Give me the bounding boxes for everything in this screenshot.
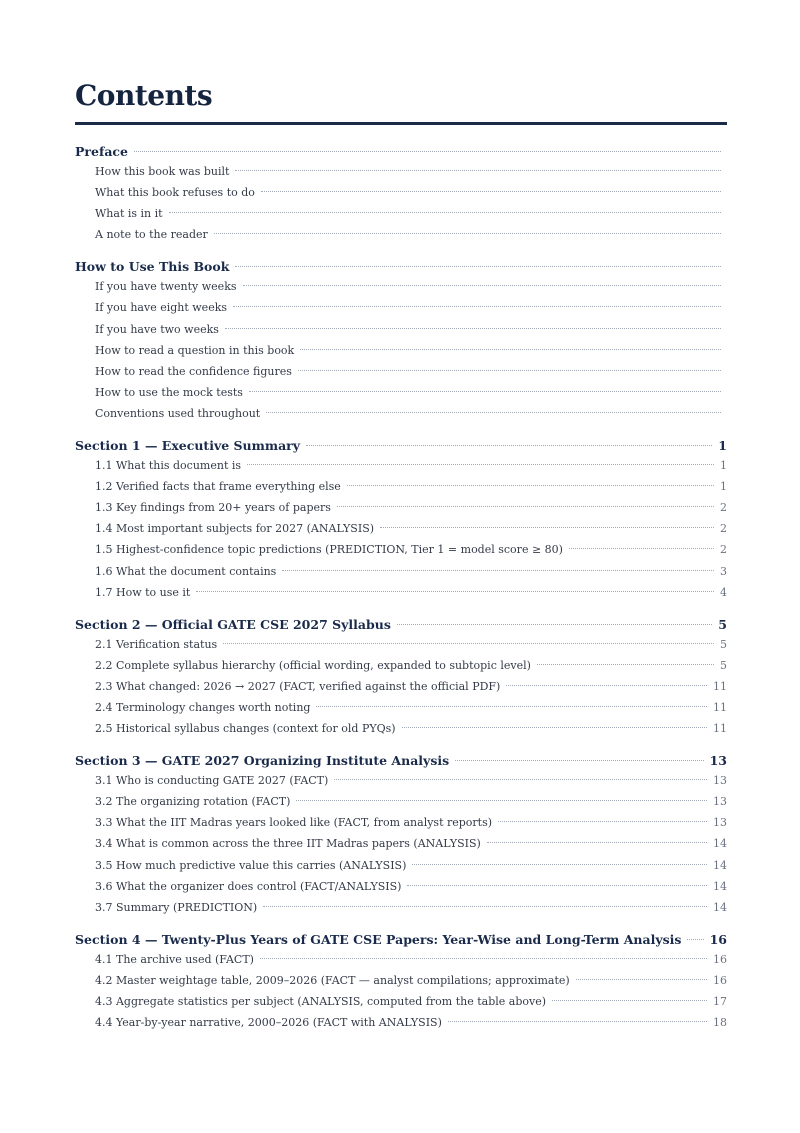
toc-page-number: 2 bbox=[720, 543, 727, 557]
toc-subsection-entry[interactable] bbox=[75, 280, 727, 301]
toc-section-heading[interactable] bbox=[75, 259, 727, 280]
dot-leader bbox=[263, 906, 707, 907]
toc-entry-title: 3.4 What is common across the three IIT Madras papers (ANALYSIS) bbox=[95, 837, 481, 851]
dot-leader bbox=[316, 706, 707, 707]
toc-subsection-entry[interactable] bbox=[75, 165, 727, 186]
toc-subsection-entry[interactable] bbox=[75, 459, 727, 480]
dot-leader bbox=[337, 506, 714, 507]
dot-leader bbox=[235, 170, 721, 171]
toc-page-number: 5 bbox=[720, 637, 727, 651]
toc-entry-title: If you have twenty weeks bbox=[95, 280, 237, 294]
toc-page-number: 16 bbox=[713, 952, 727, 966]
toc-entry-title: What is in it bbox=[95, 207, 163, 221]
toc-section-heading[interactable] bbox=[75, 617, 727, 638]
dot-leader bbox=[169, 212, 721, 213]
toc-subsection-entry[interactable] bbox=[75, 501, 727, 522]
toc-subsection-entry[interactable] bbox=[75, 659, 727, 680]
toc-page-number: 14 bbox=[713, 879, 727, 893]
toc-entry-title: 4.3 Aggregate statistics per subject (ANALYSIS, computed from the table above) bbox=[95, 995, 546, 1008]
toc-section-heading[interactable] bbox=[75, 753, 727, 774]
dot-leader bbox=[266, 412, 721, 413]
dot-leader bbox=[334, 779, 707, 780]
toc-entry-title: How to read a question in this book bbox=[95, 343, 295, 357]
toc-entry-title: 3.3 What the IIT Madras years looked like (FACT, from analyst reports) bbox=[95, 816, 493, 830]
toc-entry-title: How to use the mock tests bbox=[95, 385, 243, 399]
page-title: Contents bbox=[75, 79, 213, 112]
toc-entry-title: If you have two weeks bbox=[95, 322, 219, 336]
dot-leader bbox=[260, 958, 707, 959]
toc-subsection-entry[interactable] bbox=[75, 680, 727, 701]
table-of-contents bbox=[75, 144, 727, 1037]
dot-leader bbox=[687, 939, 703, 940]
dot-leader bbox=[347, 485, 714, 486]
toc-page-number: 1 bbox=[720, 459, 727, 473]
toc-page-number: 3 bbox=[720, 564, 727, 578]
dot-leader bbox=[402, 727, 707, 728]
toc-page-number: 17 bbox=[713, 995, 727, 1008]
dot-leader bbox=[134, 151, 721, 152]
toc-subsection-entry[interactable] bbox=[75, 795, 727, 816]
toc-page-number: 11 bbox=[713, 722, 727, 736]
toc-subsection-entry[interactable] bbox=[75, 207, 727, 228]
toc-entry-title: How to Use This Book bbox=[75, 259, 230, 275]
toc-subsection-entry[interactable] bbox=[75, 522, 727, 543]
toc-page-number: 14 bbox=[713, 858, 727, 872]
dot-leader bbox=[243, 285, 721, 286]
toc-entry-title: 4.4 Year-by-year narrative, 2000–2026 (FACT with ANALYSIS) bbox=[95, 1016, 442, 1030]
toc-entry-title: 3.1 Who is conducting GATE 2027 (FACT) bbox=[95, 774, 329, 788]
toc-entry-title: 1.2 Verified facts that frame everything else bbox=[95, 480, 341, 494]
dot-leader bbox=[407, 885, 707, 886]
toc-page-number: 11 bbox=[713, 700, 727, 714]
dot-leader bbox=[569, 548, 714, 549]
toc-subsection-entry[interactable] bbox=[75, 974, 727, 995]
dot-leader bbox=[235, 266, 721, 267]
toc-entry-title: Preface bbox=[75, 144, 128, 159]
toc-entry-title: If you have eight weeks bbox=[95, 301, 228, 315]
toc-subsection-entry[interactable] bbox=[75, 365, 727, 386]
toc-subsection-entry[interactable] bbox=[75, 638, 727, 659]
dot-leader bbox=[214, 233, 721, 234]
toc-subsection-entry[interactable] bbox=[75, 859, 727, 880]
toc-page-number: 1 bbox=[718, 438, 727, 454]
dot-leader bbox=[223, 643, 714, 644]
toc-page-number: 16 bbox=[713, 973, 727, 987]
toc-entry-title: 2.5 Historical syllabus changes (context for old PYQs) bbox=[95, 722, 396, 736]
toc-entry-title: Conventions used throughout bbox=[95, 406, 261, 420]
dot-leader bbox=[412, 864, 707, 865]
toc-entry-title: 3.7 Summary (PREDICTION) bbox=[95, 900, 258, 914]
toc-section-heading[interactable] bbox=[75, 144, 727, 165]
dot-leader bbox=[397, 624, 712, 625]
toc-entry-title: What this book refuses to do bbox=[95, 186, 255, 200]
toc-section-heading[interactable] bbox=[75, 438, 727, 459]
toc-entry-title: 1.7 How to use it bbox=[95, 585, 191, 599]
dot-leader bbox=[448, 1021, 707, 1022]
toc-entry-title: How to read the confidence figures bbox=[95, 364, 292, 378]
toc-entry-title: 2.4 Terminology changes worth noting bbox=[95, 700, 311, 714]
toc-page-number: 14 bbox=[713, 837, 727, 851]
toc-section bbox=[75, 259, 727, 428]
toc-section bbox=[75, 438, 727, 607]
toc-subsection-entry[interactable] bbox=[75, 386, 727, 407]
toc-subsection-entry[interactable] bbox=[75, 228, 727, 249]
toc-page-number: 13 bbox=[709, 753, 727, 769]
dot-leader bbox=[247, 464, 714, 465]
toc-page-number: 1 bbox=[720, 480, 727, 494]
dot-leader bbox=[552, 1000, 707, 1001]
toc-entry-title: Section 4 — Twenty-Plus Years of GATE CSE Papers: Year-Wise and Long-Term Analysis bbox=[75, 931, 682, 947]
toc-page-number: 4 bbox=[720, 585, 727, 599]
toc-subsection-entry[interactable] bbox=[75, 995, 727, 1016]
toc-subsection-entry[interactable] bbox=[75, 323, 727, 344]
dot-leader bbox=[196, 591, 714, 592]
toc-entry-title: 3.5 How much predictive value this carries (ANALYSIS) bbox=[95, 858, 407, 872]
dot-leader bbox=[380, 527, 714, 528]
toc-subsection-entry[interactable] bbox=[75, 301, 727, 322]
toc-entry-title: 1.3 Key findings from 20+ years of papers bbox=[95, 501, 331, 515]
toc-page-number: 14 bbox=[713, 900, 727, 914]
toc-subsection-entry[interactable] bbox=[75, 543, 727, 564]
dot-leader bbox=[455, 760, 703, 761]
dot-leader bbox=[233, 306, 721, 307]
dot-leader bbox=[537, 664, 714, 665]
toc-subsection-entry[interactable] bbox=[75, 701, 727, 722]
toc-entry-title: 1.4 Most important subjects for 2027 (ANALYSIS) bbox=[95, 522, 375, 536]
toc-subsection-entry[interactable] bbox=[75, 407, 727, 428]
toc-section bbox=[75, 144, 727, 249]
toc-subsection-entry[interactable] bbox=[75, 816, 727, 837]
title-divider bbox=[75, 122, 727, 125]
toc-section bbox=[75, 617, 727, 743]
toc-page-number: 18 bbox=[713, 1016, 727, 1030]
toc-entry-title: Section 3 — GATE 2027 Organizing Institute Analysis bbox=[75, 753, 450, 769]
toc-page-number: 5 bbox=[718, 616, 727, 632]
toc-entry-title: 4.2 Master weightage table, 2009–2026 (FACT — analyst compilations; approximate) bbox=[95, 973, 570, 987]
dot-leader bbox=[487, 842, 707, 843]
dot-leader bbox=[576, 979, 707, 980]
toc-entry-title: 2.2 Complete syllabus hierarchy (official wording, expanded to subtopic level) bbox=[95, 658, 531, 672]
toc-page-number: 5 bbox=[720, 658, 727, 672]
toc-page-number: 13 bbox=[713, 816, 727, 830]
toc-entry-title: 1.5 Highest-confidence topic predictions (PREDICTION, Tier 1 = model score ≥ 80) bbox=[95, 543, 563, 557]
toc-page-number: 2 bbox=[720, 501, 727, 515]
toc-subsection-entry[interactable] bbox=[75, 837, 727, 858]
toc-entry-title: How this book was built bbox=[95, 165, 230, 178]
toc-entry-title: 3.2 The organizing rotation (FACT) bbox=[95, 795, 291, 809]
toc-subsection-entry[interactable] bbox=[75, 565, 727, 586]
toc-subsection-entry[interactable] bbox=[75, 344, 727, 365]
toc-entry-title: Section 2 — Official GATE CSE 2027 Syllabus bbox=[75, 616, 391, 632]
dot-leader bbox=[298, 370, 721, 371]
toc-entry-title: 2.1 Verification status bbox=[95, 637, 218, 651]
dot-leader bbox=[296, 800, 707, 801]
toc-subsection-entry[interactable] bbox=[75, 722, 727, 743]
toc-section-heading[interactable] bbox=[75, 932, 727, 953]
toc-page-number: 13 bbox=[713, 774, 727, 788]
toc-entry-title: 2.3 What changed: 2026 → 2027 (FACT, verified against the official PDF) bbox=[95, 679, 501, 693]
toc-entry-title: 1.1 What this document is bbox=[95, 459, 242, 473]
dot-leader bbox=[306, 445, 712, 446]
dot-leader bbox=[261, 191, 721, 192]
toc-subsection-entry[interactable] bbox=[75, 586, 727, 607]
dot-leader bbox=[249, 391, 721, 392]
toc-page-number: 2 bbox=[720, 522, 727, 536]
toc-entry-title: 4.1 The archive used (FACT) bbox=[95, 952, 254, 966]
toc-entry-title: 3.6 What the organizer does control (FACT/ANALYSIS) bbox=[95, 879, 402, 893]
toc-subsection-entry[interactable] bbox=[75, 901, 727, 922]
dot-leader bbox=[225, 328, 721, 329]
toc-subsection-entry[interactable] bbox=[75, 480, 727, 501]
toc-page-number: 13 bbox=[713, 795, 727, 809]
toc-page-number: 16 bbox=[709, 931, 727, 947]
toc-subsection-entry[interactable] bbox=[75, 880, 727, 901]
toc-entry-title: Section 1 — Executive Summary bbox=[75, 438, 301, 454]
toc-subsection-entry[interactable] bbox=[75, 953, 727, 974]
toc-entry-title: A note to the reader bbox=[95, 228, 208, 242]
toc-section bbox=[75, 932, 727, 1037]
toc-subsection-entry[interactable] bbox=[75, 186, 727, 207]
toc-entry-title: 1.6 What the document contains bbox=[95, 564, 277, 578]
dot-leader bbox=[506, 685, 707, 686]
dot-leader bbox=[498, 821, 707, 822]
toc-subsection-entry[interactable] bbox=[75, 774, 727, 795]
toc-page-number: 11 bbox=[713, 679, 727, 693]
toc-subsection-entry[interactable] bbox=[75, 1016, 727, 1037]
dot-leader bbox=[282, 570, 714, 571]
dot-leader bbox=[300, 349, 721, 350]
toc-section bbox=[75, 753, 727, 922]
